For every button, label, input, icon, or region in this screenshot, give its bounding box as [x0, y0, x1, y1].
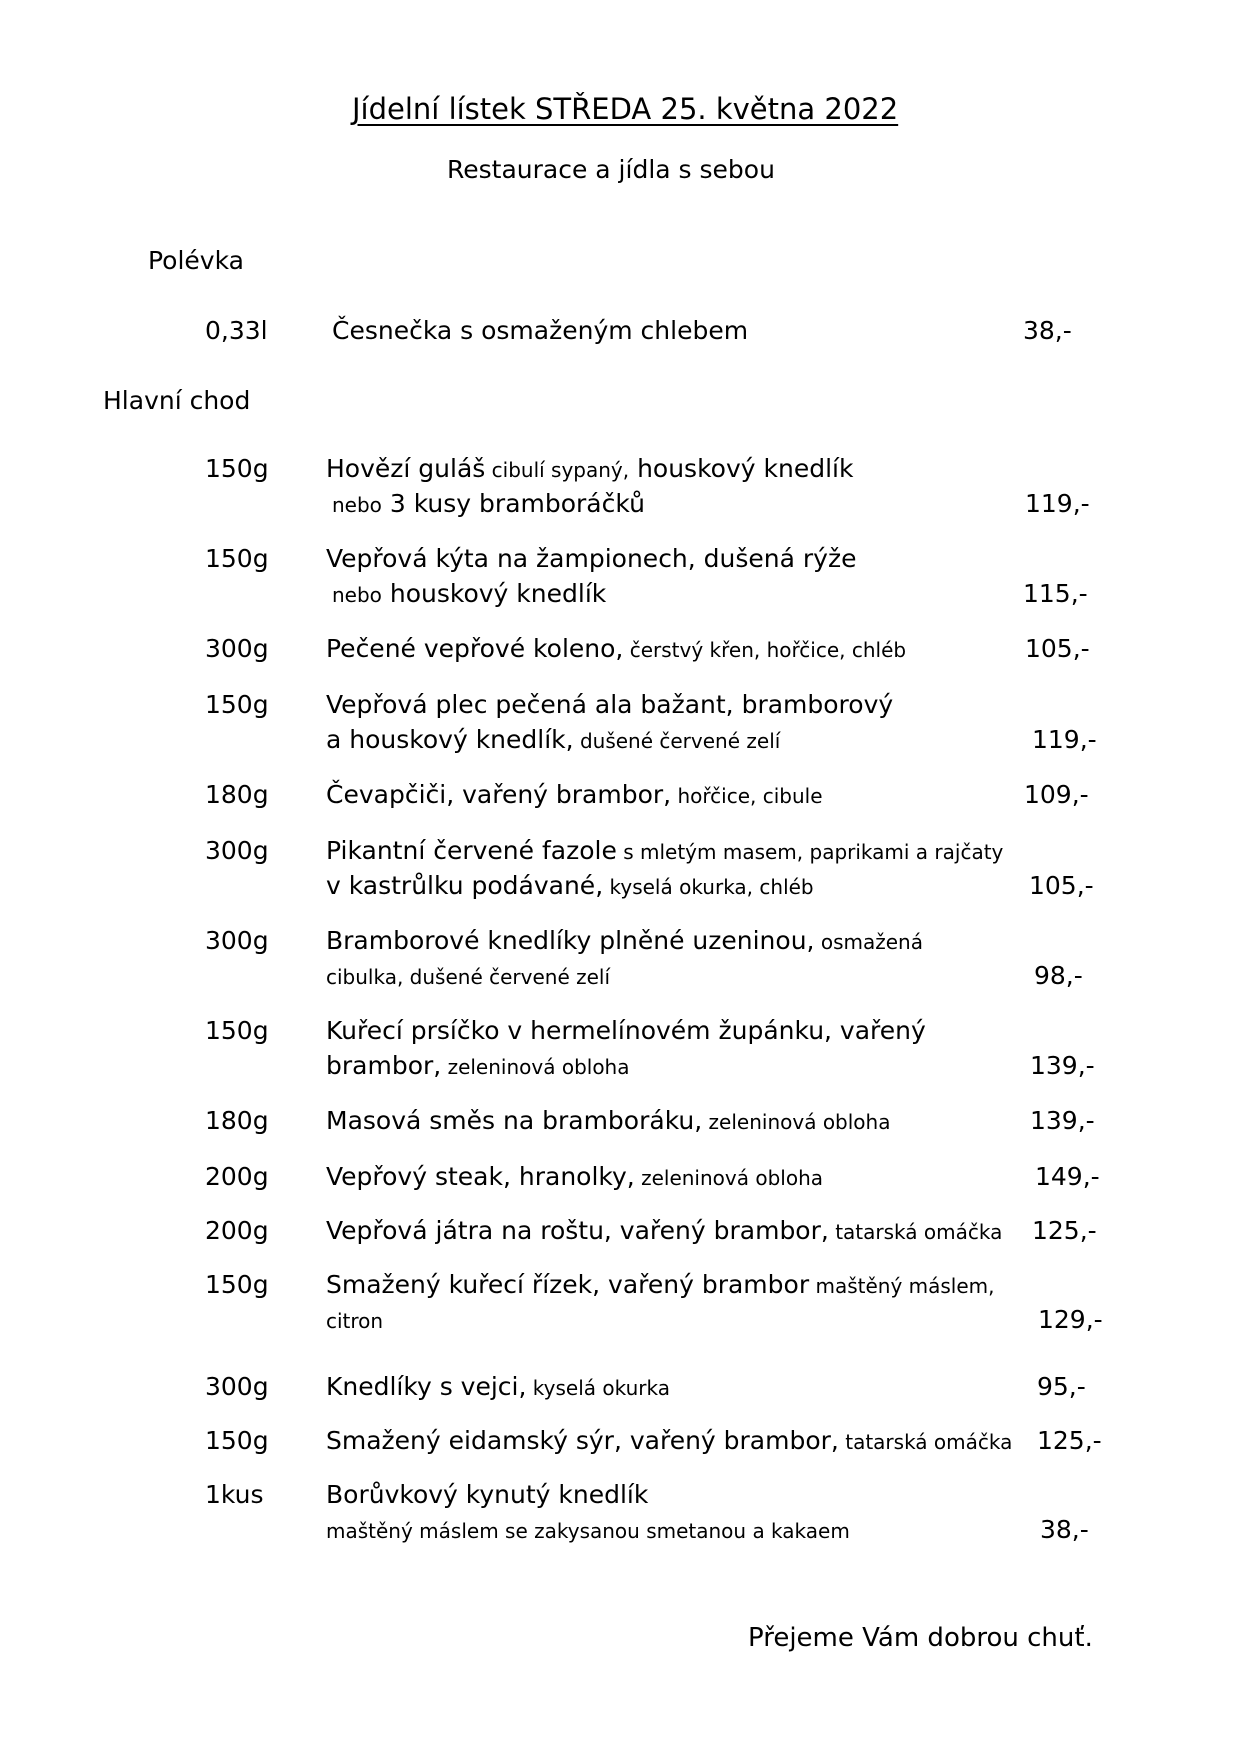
- menu-item-name: 3 kusy bramboráčků: [381, 489, 645, 518]
- menu-item-note: hořčice, cibule: [671, 784, 823, 808]
- menu-item-name: Bramborové knedlíky plněné uzeninou,: [326, 926, 815, 955]
- menu-item-line1: [326, 690, 893, 719]
- menu-item-line1: [326, 544, 856, 573]
- menu-item-name: Vepřová plec pečená ala bažant, bramborový: [326, 690, 894, 719]
- menu-item-qty: 150g: [205, 454, 269, 483]
- menu-item-qty: 300g: [205, 634, 269, 663]
- menu-item-line1: [326, 1016, 926, 1045]
- menu-item-line1: [326, 780, 823, 809]
- menu-item-price: 139,-: [1030, 1051, 1095, 1080]
- menu-item-note: cibulka, dušené červené zelí: [326, 965, 611, 989]
- menu-item-note: tatarská omáčka: [838, 1430, 1013, 1454]
- menu-item-price: 109,-: [1024, 780, 1089, 809]
- menu-item-qty: 180g: [205, 1106, 269, 1135]
- menu-item-line1: [326, 1372, 670, 1401]
- menu-item-name: Vepřová kýta na žampionech, dušená rýže: [326, 544, 857, 573]
- menu-item-line2: [332, 489, 645, 518]
- menu-item-note: tatarská omáčka: [828, 1220, 1003, 1244]
- menu-item-name: Smažený eidamský sýr, vařený brambor,: [326, 1426, 839, 1455]
- menu-item-name: Vepřový steak, hranolky,: [326, 1162, 635, 1191]
- menu-item-name: Knedlíky s vejci,: [326, 1372, 527, 1401]
- menu-item-name: Hovězí guláš: [326, 454, 486, 483]
- menu-item-line1: [326, 1106, 890, 1135]
- menu-item-name: Pečené vepřové koleno,: [326, 634, 624, 663]
- menu-item-qty: 150g: [205, 1426, 269, 1455]
- menu-item-note: citron: [326, 1309, 384, 1333]
- section-soup-heading: Polévka: [148, 246, 244, 275]
- menu-item-note: s mletým masem, paprikami a rajčaty: [616, 840, 1004, 864]
- soup-price: 38,-: [1023, 316, 1072, 345]
- menu-item-qty: 1kus: [205, 1480, 264, 1509]
- menu-item-note: maštěný máslem,: [809, 1274, 995, 1298]
- menu-item-price: 105,-: [1025, 634, 1090, 663]
- menu-item-line1: [326, 1270, 995, 1299]
- menu-subtitle: Restaurace a jídla s sebou: [447, 155, 775, 184]
- menu-item-price: 125,-: [1037, 1426, 1102, 1455]
- menu-item-line2: [326, 871, 814, 900]
- menu-item-line1: [326, 1480, 648, 1509]
- menu-item-line1: [326, 1216, 1002, 1245]
- menu-item-qty: 150g: [205, 544, 269, 573]
- menu-item-note: zeleninová obloha: [634, 1166, 824, 1190]
- menu-item-note: nebo: [332, 493, 382, 517]
- menu-item-qty: 300g: [205, 1372, 269, 1401]
- menu-item-line2: [326, 1515, 850, 1544]
- menu-item-price: 119,-: [1032, 725, 1097, 754]
- menu-item-note: dušené červené zelí: [573, 729, 781, 753]
- menu-item-note: zeleninová obloha: [702, 1110, 891, 1134]
- menu-item-line1: [326, 454, 853, 483]
- menu-item-name: Smažený kuřecí řízek, vařený brambor: [326, 1270, 810, 1299]
- menu-item-price: 95,-: [1037, 1372, 1086, 1401]
- menu-item-price: 139,-: [1030, 1106, 1095, 1135]
- menu-item-qty: 150g: [205, 690, 269, 719]
- menu-item-name: Kuřecí prsíčko v hermelínovém župánku, vařený: [326, 1016, 926, 1045]
- footer-greeting: Přejeme Vám dobrou chuť.: [748, 1623, 1093, 1653]
- menu-item-price: 125,-: [1032, 1216, 1097, 1245]
- menu-title: Jídelní lístek STŘEDA 25. května 2022: [352, 92, 899, 126]
- menu-item-note: osmažená: [814, 930, 923, 954]
- menu-item-note: kyselá okurka: [526, 1376, 670, 1400]
- menu-item-name: Masová směs na bramboráku,: [326, 1106, 703, 1135]
- menu-item-name: v kastrůlku podávané,: [326, 871, 604, 900]
- menu-item-name: Čevapčiči, vařený brambor,: [326, 780, 672, 809]
- menu-item-line2: [326, 725, 780, 754]
- menu-item-name: Borůvkový kynutý knedlík: [326, 1480, 649, 1509]
- menu-item-price: 38,-: [1040, 1515, 1089, 1544]
- menu-item-line2: [326, 1051, 630, 1080]
- menu-item-qty: 150g: [205, 1016, 269, 1045]
- menu-item-note: cibulí sypaný,: [485, 458, 630, 482]
- menu-item-price: 115,-: [1023, 579, 1088, 608]
- menu-item-line2: [332, 579, 606, 608]
- menu-item-qty: 150g: [205, 1270, 269, 1299]
- menu-item-price: 129,-: [1038, 1305, 1103, 1334]
- menu-item-line2: [326, 961, 610, 990]
- menu-item-line1: [326, 836, 1003, 865]
- menu-item-line1: [326, 926, 923, 955]
- menu-item-price: 105,-: [1029, 871, 1094, 900]
- soup-name: Česnečka s osmaženým chlebem: [332, 316, 749, 345]
- menu-item-price: 98,-: [1034, 961, 1083, 990]
- menu-item-name: brambor,: [326, 1051, 442, 1080]
- menu-item-note: kyselá okurka, chléb: [603, 875, 814, 899]
- menu-item-line1: [326, 1162, 823, 1191]
- menu-item-line1: [326, 1426, 1012, 1455]
- section-main-heading: Hlavní chod: [103, 386, 251, 415]
- menu-item-name: a houskový knedlík,: [326, 725, 574, 754]
- menu-item-note: maštěný máslem se zakysanou smetanou a kakaem: [326, 1519, 850, 1543]
- menu-item-name: houskový knedlík: [381, 579, 607, 608]
- menu-item-note: čerstvý křen, hořčice, chléb: [623, 638, 907, 662]
- soup-qty: 0,33l: [205, 316, 268, 345]
- menu-item-note: zeleninová obloha: [441, 1055, 630, 1079]
- menu-item-qty: 300g: [205, 836, 269, 865]
- menu-item-name: Pikantní červené fazole: [326, 836, 617, 865]
- menu-item-qty: 200g: [205, 1216, 269, 1245]
- menu-item-line1: [326, 634, 906, 663]
- menu-item-price: 149,-: [1035, 1162, 1100, 1191]
- menu-item-note: nebo: [332, 583, 382, 607]
- menu-item-qty: 180g: [205, 780, 269, 809]
- menu-item-name: houskový knedlík: [629, 454, 854, 483]
- menu-item-qty: 300g: [205, 926, 269, 955]
- menu-item-price: 119,-: [1025, 489, 1090, 518]
- menu-item-line2: [326, 1305, 383, 1334]
- menu-item-qty: 200g: [205, 1162, 269, 1191]
- menu-item-name: Vepřová játra na roštu, vařený brambor,: [326, 1216, 829, 1245]
